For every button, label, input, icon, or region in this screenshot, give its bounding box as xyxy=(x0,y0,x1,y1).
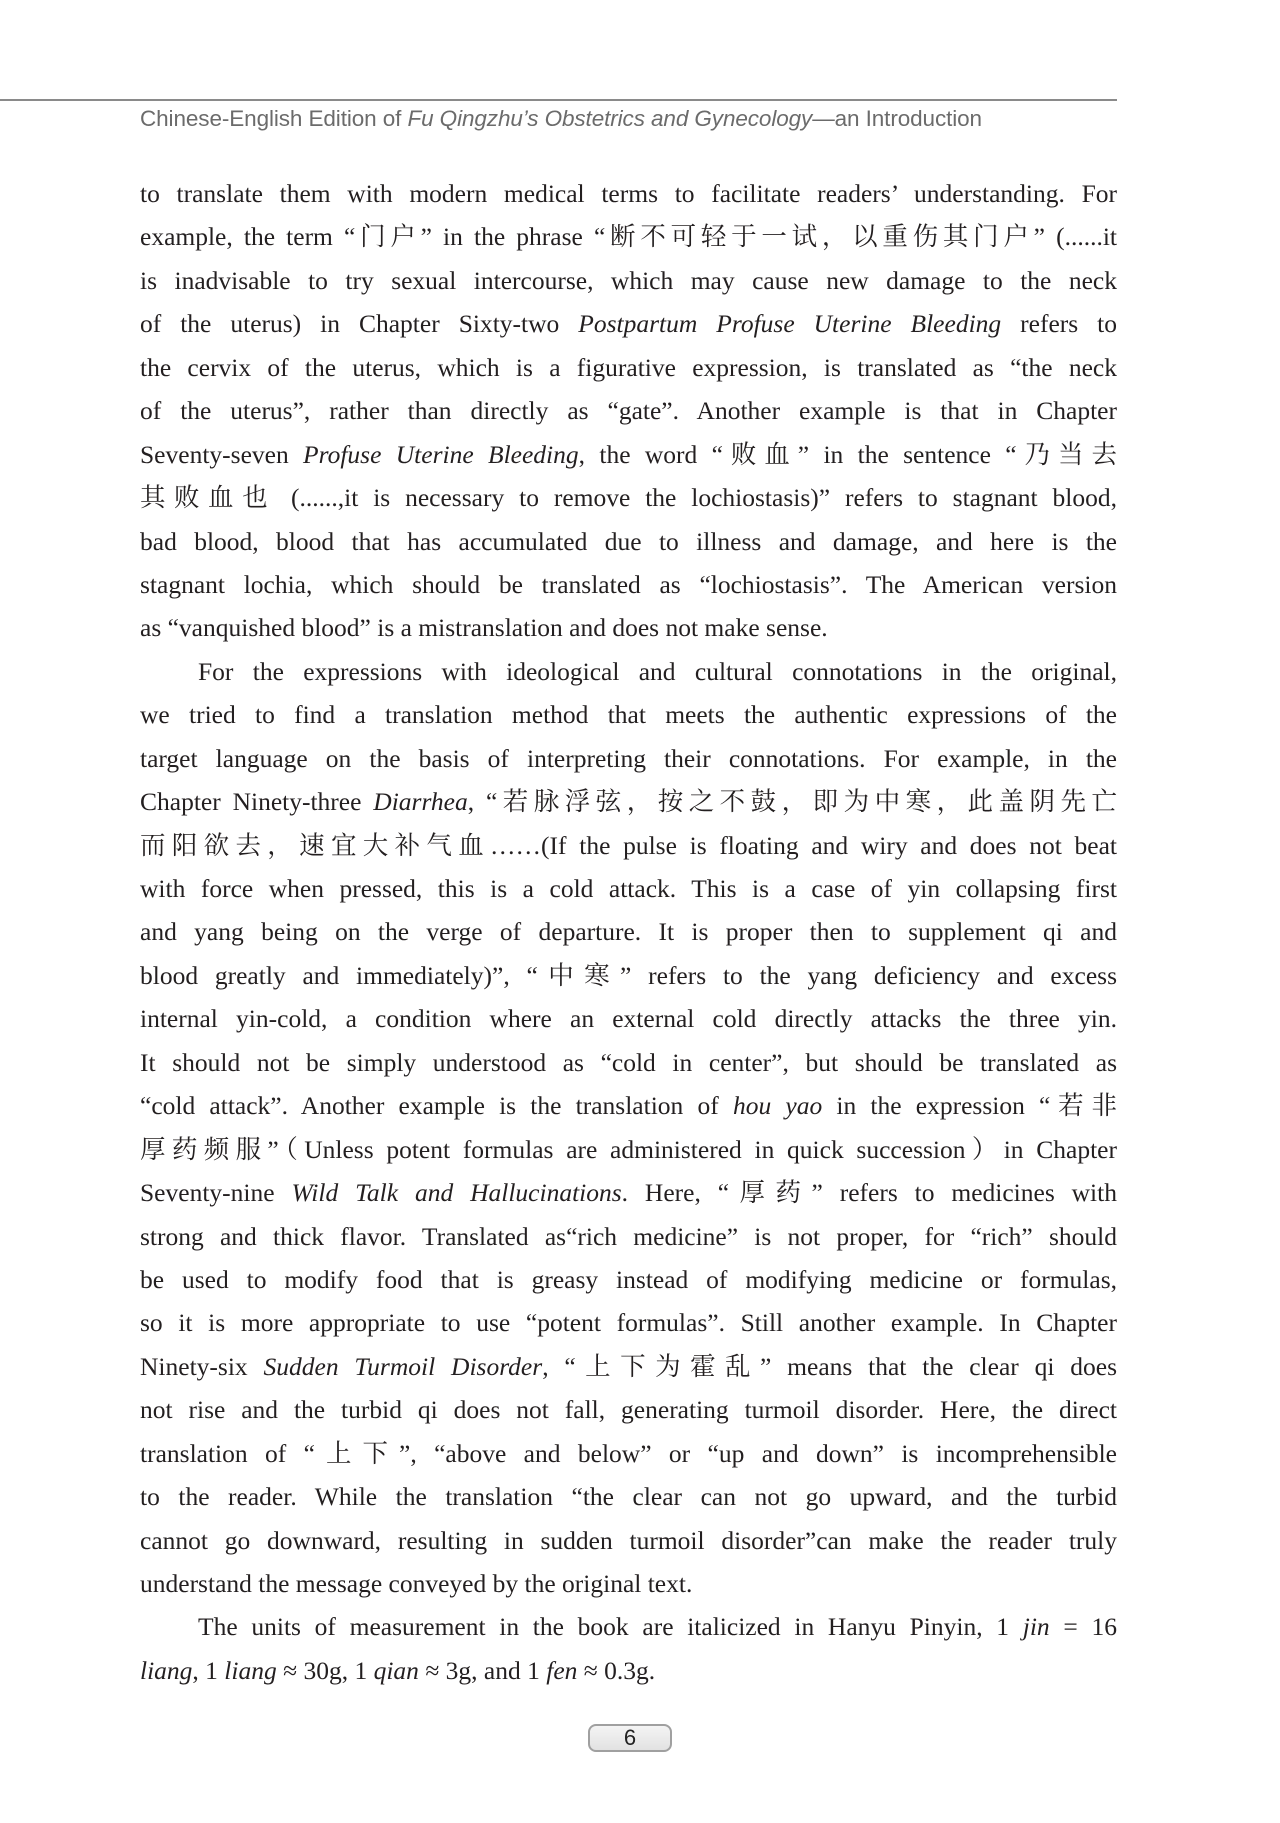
text-line xyxy=(140,433,1117,476)
text-run: stagnant lochia, which should be translated as “lochiostasis”. The American version xyxy=(140,569,1117,599)
text-line xyxy=(140,997,1117,1040)
italic-term: Diarrhea xyxy=(373,787,468,817)
italic-term: Sudden Turmoil Disorder xyxy=(263,1351,543,1381)
italic-term: Wild Talk and Hallucinations xyxy=(291,1178,622,1208)
text-run: to translate them with modern medical terms to facilitate readers’ understanding. For xyxy=(140,179,1117,208)
text-run: . Here, “厚药” refers to medicines with xyxy=(621,1178,1117,1208)
text-run: translation of “上下”, “above and below” or “up and down” is incomprehensible xyxy=(140,1438,1117,1468)
text-line xyxy=(140,737,1117,780)
text-run: bad blood, blood that has accumulated due to illness and damage, and here is the xyxy=(140,526,1117,556)
text-line xyxy=(140,1301,1117,1344)
text-line xyxy=(140,867,1117,910)
text-run: ≈ 3g, and 1 xyxy=(418,1655,547,1685)
text-line xyxy=(140,1388,1117,1431)
text-run: internal yin-cold, a condition where an external cold directly attacks the three yin. xyxy=(140,1004,1117,1034)
italic-term: liang xyxy=(140,1655,193,1685)
text-run: ≈ 0.3g. xyxy=(577,1655,656,1685)
text-line xyxy=(140,1475,1117,1518)
text-run: , “上下为霍乱” means that the clear qi does xyxy=(542,1351,1118,1381)
italic-term: Postpartum Profuse Uterine Bleeding xyxy=(578,309,1002,339)
text-line xyxy=(140,1171,1117,1214)
text-line xyxy=(140,1084,1117,1127)
body-text xyxy=(140,172,1117,1692)
text-run: example, the term “门户” in the phrase “断不可轻于一试，以重伤其门户” (......it xyxy=(140,222,1117,252)
text-line xyxy=(140,476,1117,519)
text-run: and yang being on the verge of departure. It is proper then to supplement qi and xyxy=(140,917,1117,947)
text-line xyxy=(140,1345,1117,1388)
text-run: the cervix of the uterus, which is a figurative expression, is translated as “the neck xyxy=(140,352,1117,382)
text-line xyxy=(140,693,1117,736)
text-line xyxy=(140,1649,1117,1692)
italic-term: hou yao xyxy=(732,1091,823,1121)
text-line xyxy=(140,1041,1117,1084)
text-line xyxy=(140,563,1117,606)
text-line xyxy=(140,1432,1117,1475)
italic-term: Profuse Uterine Bleeding xyxy=(303,439,579,469)
text-run: to the reader. While the translation “the clear can not go upward, and the turbid xyxy=(140,1482,1117,1512)
text-run: For the expressions with ideological and cultural connotations in the original, xyxy=(198,656,1117,686)
text-line xyxy=(140,520,1117,563)
text-run: Seventy-seven xyxy=(140,439,304,469)
text-run: refers to xyxy=(1001,309,1117,339)
header-rule xyxy=(0,99,1117,101)
text-line xyxy=(140,824,1117,867)
text-line xyxy=(140,215,1117,258)
text-run: be used to modify food that is greasy instead of modifying medicine or formulas, xyxy=(140,1264,1117,1294)
text-line xyxy=(140,1562,1117,1605)
text-run: we tried to find a translation method that meets the authentic expressions of the xyxy=(140,700,1117,730)
text-line xyxy=(140,1605,1117,1648)
text-run: , “若脉浮弦，按之不鼓，即为中寒，此盖阴先亡 xyxy=(467,787,1117,817)
italic-term: jin xyxy=(1022,1612,1050,1642)
text-run: It should not be simply understood as “cold in center”, but should be translated as xyxy=(140,1047,1117,1077)
text-run: Ninety-six xyxy=(140,1351,264,1381)
text-run: Chapter Ninety-three xyxy=(140,787,374,817)
text-line xyxy=(140,780,1117,823)
text-run: , the word “败血” in the sentence “乃当去 xyxy=(578,439,1117,469)
text-line xyxy=(140,346,1117,389)
text-line xyxy=(140,302,1117,345)
text-line xyxy=(140,954,1117,997)
text-run: 厚药频服”（Unless potent formulas are administered in quick succession）in Chapter xyxy=(140,1134,1117,1164)
running-header-prefix: Chinese-English Edition of xyxy=(140,106,408,131)
text-run: is inadvisable to try sexual intercourse, which may cause new damage to the neck xyxy=(140,265,1117,295)
text-run: Seventy-nine xyxy=(140,1178,292,1208)
text-run: in the expression “若非 xyxy=(822,1091,1117,1121)
text-run: strong and thick flavor. Translated as“rich medicine” is not proper, for “rich” should xyxy=(140,1221,1117,1251)
text-run: 其败血也 (......,it is necessary to remove the lochiostasis)” refers to stagnant blood, xyxy=(140,483,1117,513)
running-header xyxy=(140,106,1117,132)
text-run: target language on the basis of interpreting their connotations. For example, in the xyxy=(140,743,1117,773)
italic-term: liang xyxy=(224,1655,277,1685)
text-run: cannot go downward, resulting in sudden turmoil disorder”can make the reader truly xyxy=(140,1525,1117,1555)
text-run: , 1 xyxy=(192,1655,225,1685)
text-line xyxy=(140,1519,1117,1562)
text-run: with force when pressed, this is a cold attack. This is a case of yin collapsing first xyxy=(140,874,1117,903)
text-run: The units of measurement in the book are italicized in Hanyu Pinyin, 1 xyxy=(198,1612,1023,1642)
text-run: as “vanquished blood” is a mistranslation and does not make sense. xyxy=(140,613,828,643)
text-run: 而阳欲去，速宜大补气血……(If the pulse is floating and wiry and does not beat xyxy=(140,830,1117,860)
text-run: blood greatly and immediately)”, “中寒” refers to the yang deficiency and excess xyxy=(140,960,1117,990)
text-line xyxy=(140,910,1117,953)
running-header-book-title: Fu Qingzhu’s Obstetrics and Gynecology xyxy=(407,106,813,131)
text-run: of the uterus) in Chapter Sixty-two xyxy=(140,309,579,339)
text-line xyxy=(140,1128,1117,1171)
text-run: = 16 xyxy=(1049,1612,1117,1642)
text-line xyxy=(140,259,1117,302)
running-header-suffix: —an Introduction xyxy=(812,106,982,131)
text-line xyxy=(140,1215,1117,1258)
text-run: “cold attack”. Another example is the translation of xyxy=(140,1091,733,1121)
text-line xyxy=(140,389,1117,432)
text-run: of the uterus”, rather than directly as “gate”. Another example is that in Chapter xyxy=(140,396,1117,426)
text-run: understand the message conveyed by the original text. xyxy=(140,1569,693,1598)
page-number: 6 xyxy=(588,1724,672,1752)
italic-term: qian xyxy=(373,1655,419,1685)
text-line xyxy=(140,172,1117,215)
text-line xyxy=(140,606,1117,649)
italic-term: fen xyxy=(546,1655,578,1685)
text-line xyxy=(140,650,1117,693)
text-run: ≈ 30g, 1 xyxy=(276,1655,374,1685)
text-line xyxy=(140,1258,1117,1301)
text-run: not rise and the turbid qi does not fall, generating turmoil disorder. Here, the direct xyxy=(140,1395,1117,1425)
text-run: so it is more appropriate to use “potent formulas”. Still another example. In Chapter xyxy=(140,1308,1117,1338)
